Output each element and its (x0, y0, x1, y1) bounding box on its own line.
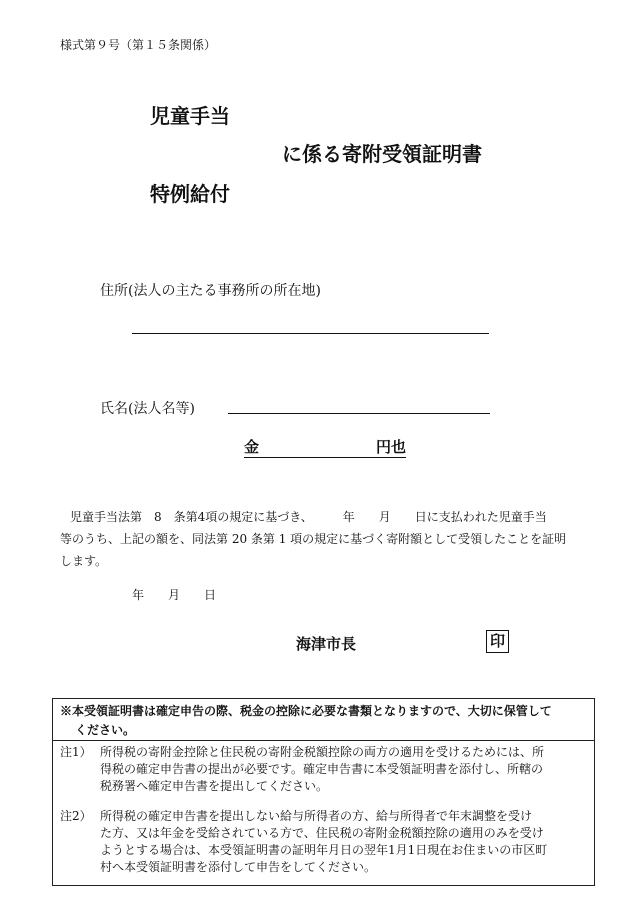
title-special-benefit: 特例給付 (150, 182, 230, 206)
note-1 (60, 744, 594, 795)
notice-header-line-2: ください。 (75, 723, 136, 737)
address-field-line[interactable] (132, 333, 489, 334)
seal-stamp: 印 (486, 630, 509, 653)
certification-line-2: 等のうち、上記の額を、同法第 20 条第 1 項の規定に基づく寄附額として受領したことを証明 (60, 532, 567, 546)
note-2 (60, 808, 594, 876)
issuer-mayor: 海津市長 (296, 635, 357, 653)
certification-line-1: 児童手当法第 8 条第4項の規定に基づき、 年 月 日に支払われた児童手当 (70, 510, 547, 524)
certification-text (60, 506, 580, 572)
notice-divider (52, 740, 595, 741)
address-label: 住所(法人の主たる事務所の所在地) (100, 283, 321, 299)
title-child-allowance: 児童手当 (150, 104, 230, 128)
note-2-line-4: 村へ本受領証明書を添付して申告をしてください。 (100, 860, 377, 874)
note-1-line-2: 得税の確定申告書の提出が必要です。確定申告書に本受領証明書を添付し、所轄の (100, 762, 544, 776)
note-2-line-1: 所得税の確定申告書を提出しない給与所得者の方、給与所得者で年末調整を受け (100, 809, 533, 823)
form-number: 様式第９号（第１５条関係） (60, 38, 217, 52)
notice-header (60, 702, 590, 740)
notice-header-line-1: ※本受領証明書は確定申告の際、税金の控除に必要な書類となりますので、大切に保管して (60, 704, 552, 718)
name-label: 氏名(法人名等) (100, 401, 195, 417)
amount-prefix: 金 (244, 438, 260, 456)
note-2-line-2: た方、又は年金を受給されている方で、住民税の寄附金税額控除の適用のみを受け (100, 826, 544, 840)
name-field-line[interactable] (228, 413, 490, 414)
note-1-line-1: 所得税の寄附金控除と住民税の寄附金税額控除の両方の適用を受けるためには、所 (100, 745, 545, 759)
note-2-mark: 注2） (60, 809, 92, 823)
note-2-line-3: ようとする場合は、本受領証明書の証明年月日の翌年1月1日現在お住まいの市区町 (100, 843, 548, 857)
amount-suffix: 円也 (375, 438, 406, 456)
note-1-mark: 注1） (60, 745, 92, 759)
document-title: に係る寄附受領証明書 (282, 142, 482, 166)
issue-date: 年 月 日 (132, 588, 217, 602)
amount-field[interactable] (244, 436, 406, 458)
note-1-line-3: 税務署へ確定申告書を提出してください。 (100, 779, 329, 793)
certification-line-3: します。 (60, 554, 108, 568)
